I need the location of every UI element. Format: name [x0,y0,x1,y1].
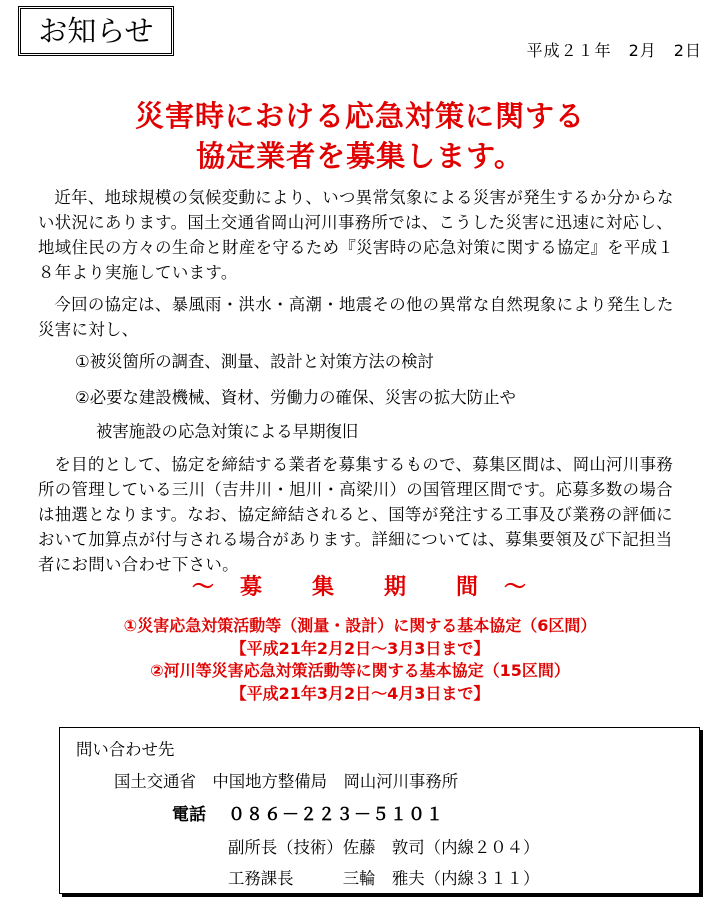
agreement-1: ①災害応急対策活動等（測量・設計）に関する基本協定（6区間） [123,616,597,635]
intro-paragraph: 近年、地球規模の気候変動により、いつ異常気象による災害が発生するか分からない状況にあります。国土交通省岡山河川事務所では、こうした災害に迅速に対応し、地域住民の方々の生命と財産を守るため『災害時の応急対策に関する協定』を平成１８年より実施しています。 [38,188,675,282]
notice-label: お知らせ [38,14,154,48]
purpose-item-2-continued: 被害施設の応急対策による早期復旧 [96,422,359,441]
contact-person-2: 工務課長 三輪 雅夫（内線３１１） [228,869,540,888]
contact-phone-number: ０８６－２２３－５１０１ [228,805,444,825]
issue-date: 平成２１年 2月 2日 [526,41,702,60]
notice-label-box [18,6,174,56]
purpose-item-1: ①被災箇所の調査、測量、設計と対策方法の検討 [75,352,434,371]
recruitment-period-heading: ～ 募 集 期 間 ～ [191,575,528,600]
details-paragraph: を目的として、協定を締結する業者を募集するもので、募集区間は、岡山河川事務所の管理している三川（吉井川・旭川・高梁川）の国管理区間です。応募多数の場合は抽選となります。なお、協定締結されると、国等が発注する工事及び業務の評価において加算点が付与される場合があります。詳細については、募集要領及び下記担当者にお問い合わせ下さい。 [38,455,674,574]
contact-heading: 問い合わせ先 [76,740,175,759]
contact-box [59,727,700,894]
agreement-2-period: 【平成21年3月2日～4月3日まで】 [230,684,490,703]
contact-person-1: 副所長（技術）佐藤 敦司（内線２０４） [228,838,540,857]
purpose-item-2: ②必要な建設機械、資材、労働力の確保、災害の拡大防止や [75,388,516,407]
title-line-2: 協定業者を募集します。 [196,139,524,173]
agreement-2: ②河川等災害応急対策活動等に関する基本協定（15区間） [150,661,570,680]
contact-organization: 国土交通省 中国地方整備局 岡山河川事務所 [114,772,459,791]
scope-paragraph: 今回の協定は、暴風雨・洪水・高潮・地震その他の異常な自然現象により発生した災害に対し、 [38,295,674,339]
agreement-1-period: 【平成21年2月2日～3月3日まで】 [230,639,490,658]
contact-phone-label: 電話 [172,805,206,825]
title-line-1: 災害時における応急対策に関する [134,99,585,133]
